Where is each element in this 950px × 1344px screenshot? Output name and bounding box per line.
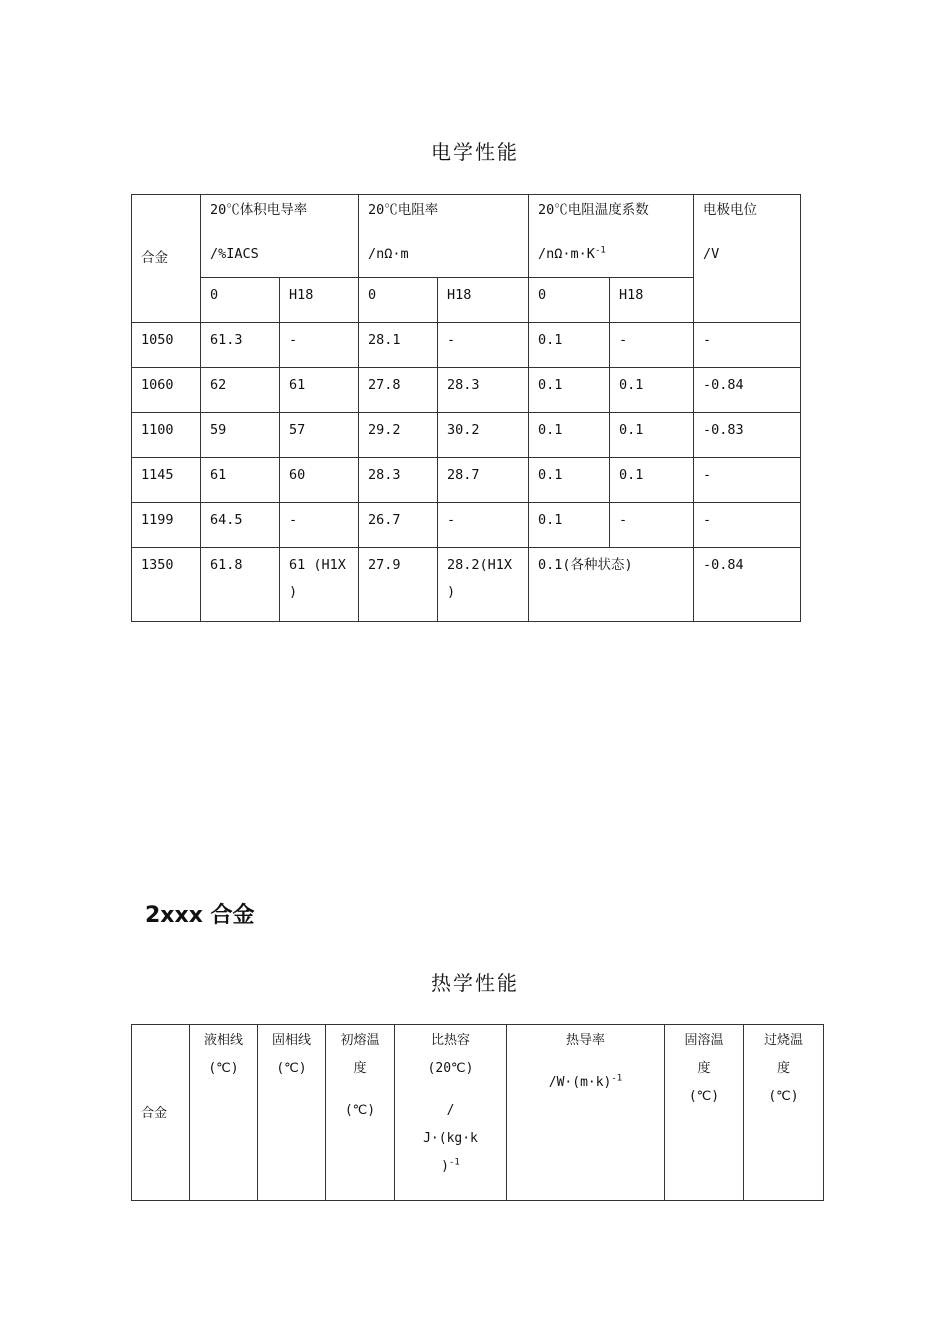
table-cell: 29.2 (359, 413, 438, 458)
temp-coef-header (529, 195, 694, 278)
subheader-cell: 0 (201, 278, 280, 323)
header-line: (℃) (768, 1089, 799, 1104)
temp-coef-unit-exponent: -1 (594, 245, 606, 256)
header-row (132, 1025, 824, 1201)
subheader-cell: 0 (359, 278, 438, 323)
alloy-cell: 1145 (132, 458, 201, 503)
temp-coef-header-label: 20℃电阻温度系数 (538, 202, 649, 218)
table-cell: - (280, 503, 359, 548)
header-line: 过烧温 (763, 1033, 803, 1048)
temp-coef-unit-text: /nΩ·m·K (538, 246, 595, 262)
electrical-properties-table (131, 194, 801, 622)
table-cell: 60 (280, 458, 359, 503)
unit-text: ) (441, 1159, 449, 1174)
header-line (507, 1069, 664, 1097)
header-line: 液相线 (203, 1033, 243, 1048)
table-cell: -0.84 (694, 548, 801, 622)
table-cell: 28.7 (438, 458, 529, 503)
table-cell: - (610, 323, 694, 368)
subheader-cell: 0 (529, 278, 610, 323)
resistivity-header (359, 195, 529, 278)
header-line (395, 1153, 506, 1181)
table-cell: - (694, 458, 801, 503)
subheader-cell: H18 (280, 278, 359, 323)
table-cell: 0.1 (529, 323, 610, 368)
conductivity-header (201, 195, 359, 278)
unit-exponent: -1 (448, 1157, 460, 1168)
header-line: (℃) (688, 1089, 720, 1104)
section-heading: 2xxx 合金 (145, 903, 255, 928)
table-cell: -0.84 (694, 368, 801, 413)
table-cell: 28.3 (359, 458, 438, 503)
spacer (507, 1055, 664, 1069)
table-cell: 28.3 (438, 368, 529, 413)
table-cell: -0.83 (694, 413, 801, 458)
conductivity-header-label: 20℃体积电导率 (210, 202, 308, 218)
resistivity-header-label: 20℃电阻率 (368, 202, 439, 218)
header-line: J·(kg·k (423, 1131, 478, 1146)
table-cell (438, 548, 529, 622)
specific-heat-header (395, 1025, 507, 1201)
table-row (132, 503, 801, 548)
liquidus-header (190, 1025, 258, 1201)
table-cell: 61 (280, 368, 359, 413)
table-row (132, 368, 801, 413)
table-cell: 28.1 (359, 323, 438, 368)
header-line: 度 (697, 1061, 711, 1076)
header-line: 热导率 (565, 1033, 605, 1048)
cell-line: 61 (H1X (289, 557, 346, 573)
initial-melt-header (326, 1025, 395, 1201)
unit-exponent: -1 (611, 1073, 623, 1084)
table-cell (280, 548, 359, 622)
cell-line: 28.2(H1X (447, 557, 513, 573)
table-cell: 27.8 (359, 368, 438, 413)
table-cell: 0.1 (610, 413, 694, 458)
solidus-header (258, 1025, 326, 1201)
table-cell: 57 (280, 413, 359, 458)
potential-header-label: 电极电位 (703, 202, 758, 218)
table-cell: 0.1 (529, 503, 610, 548)
table-cell: 0.1(各种状态) (529, 548, 694, 622)
cell-line: ) (447, 584, 456, 600)
potential-header (694, 195, 801, 323)
table-cell: - (610, 503, 694, 548)
alloy-cell: 1100 (132, 413, 201, 458)
header-line: (℃) (276, 1061, 307, 1076)
subheader-cell: H18 (438, 278, 529, 323)
header-line: 初熔温 (340, 1033, 380, 1048)
subheader-cell: H18 (610, 278, 694, 323)
alloy-cell: 1199 (132, 503, 201, 548)
alloy-cell: 1350 (132, 548, 201, 622)
thermal-conductivity-header (507, 1025, 665, 1201)
table-cell: 59 (201, 413, 280, 458)
header-row (132, 195, 801, 278)
alloy-cell: 1050 (132, 323, 201, 368)
temp-coef-header-unit (538, 243, 693, 265)
table-cell: - (694, 323, 801, 368)
table-cell: - (438, 503, 529, 548)
header-line: 固相线 (271, 1033, 311, 1048)
header-line: (℃) (208, 1061, 239, 1076)
resistivity-header-unit: /nΩ·m (368, 246, 409, 262)
spacer (395, 1083, 506, 1097)
table-cell: 0.1 (610, 368, 694, 413)
header-line: (℃) (344, 1103, 376, 1118)
table-cell: 0.1 (610, 458, 694, 503)
thermal-title: 热学性能 (431, 971, 519, 995)
header-line: (20℃) (427, 1061, 474, 1076)
table-cell: 61.3 (201, 323, 280, 368)
table-cell: - (694, 503, 801, 548)
table-cell: 61 (201, 458, 280, 503)
unit-text: /W·(m·k) (548, 1075, 612, 1090)
header-line: 度 (353, 1061, 367, 1076)
potential-header-unit: /V (703, 246, 720, 262)
burning-temp-header (744, 1025, 824, 1201)
alloy-cell: 1060 (132, 368, 201, 413)
table-row (132, 548, 801, 622)
header-line: 固溶温 (684, 1033, 724, 1048)
table-row (132, 323, 801, 368)
header-line: 比热容 (430, 1033, 470, 1048)
table-cell: - (438, 323, 529, 368)
table-cell: 27.9 (359, 548, 438, 622)
table-cell: 30.2 (438, 413, 529, 458)
table-row (132, 458, 801, 503)
table-row (132, 413, 801, 458)
alloy-header: 合金 (132, 195, 201, 323)
table-cell: 61.8 (201, 548, 280, 622)
solution-temp-header (665, 1025, 744, 1201)
cell-line: ) (289, 584, 298, 600)
spacer (326, 1083, 394, 1097)
alloy-header: 合金 (132, 1025, 190, 1201)
table-cell: - (280, 323, 359, 368)
table-cell: 64.5 (201, 503, 280, 548)
table-cell: 62 (201, 368, 280, 413)
thermal-properties-table (131, 1024, 824, 1201)
electrical-title: 电学性能 (431, 140, 519, 164)
table-cell: 0.1 (529, 368, 610, 413)
table-cell: 0.1 (529, 458, 610, 503)
conductivity-header-unit: /%IACS (210, 246, 259, 262)
header-line: 度 (776, 1061, 790, 1076)
table-cell: 26.7 (359, 503, 438, 548)
header-line: / (446, 1103, 455, 1118)
table-cell: 0.1 (529, 413, 610, 458)
